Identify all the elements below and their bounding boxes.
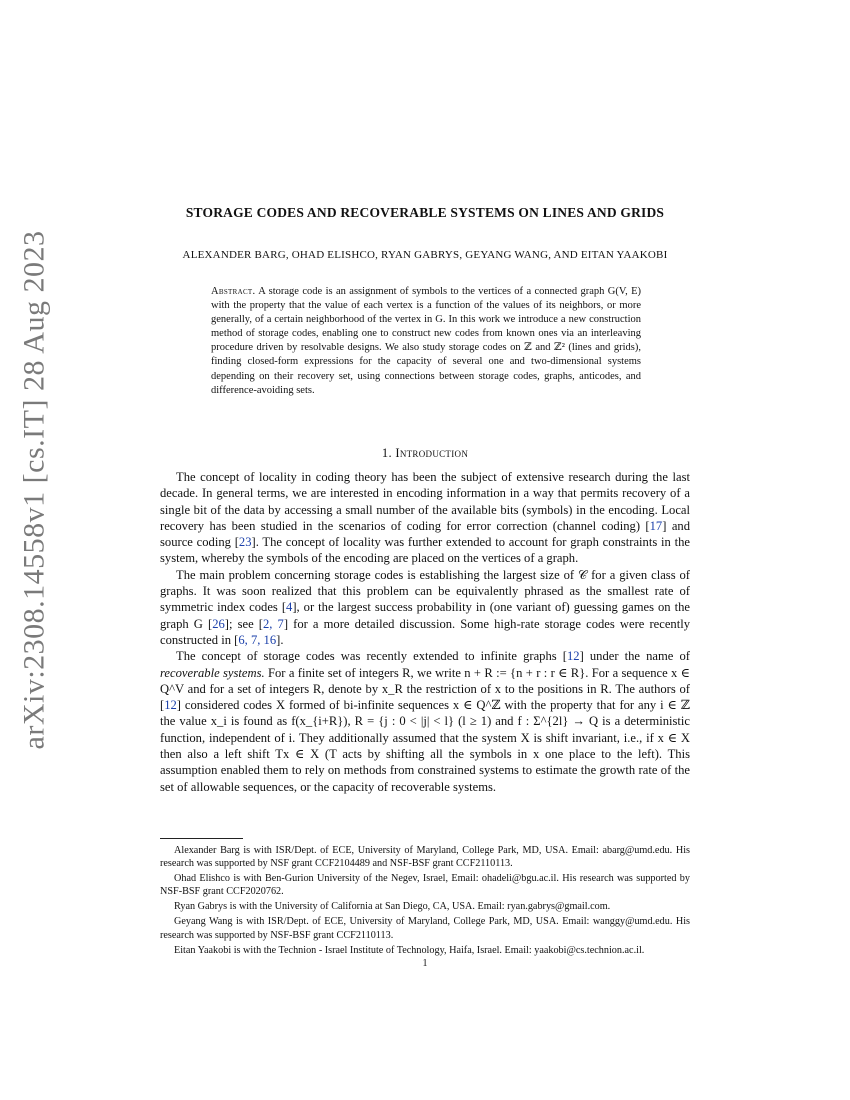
citation-link[interactable]: 26 (212, 616, 225, 631)
footnote: Eitan Yaakobi is with the Technion - Israel Institute of Technology, Haifa, Israel. Email: yaakobi@cs.technion.ac.il. (174, 944, 645, 956)
citation-link[interactable]: 23 (238, 535, 252, 550)
paragraph-1 (160, 469, 690, 567)
footnote-rule (160, 838, 243, 839)
abstract-label: Abstract. (211, 286, 256, 297)
footnote: Ryan Gabrys is with the University of California at San Diego, CA, USA. Email: ryan.gabrys@gmail.com. (174, 901, 611, 913)
section-body (160, 469, 690, 795)
p3-text-d: ] considered codes X formed of bi-infinite sequences x ∈ Q^ℤ with the property that for any i ∈ ℤ the value x_i is found as f(x_{i+R}), R = {j : 0 < |j| < l} (l ≥ 1) and f : Σ^{2l} → Q is a deterministic function, independent of i. They additionally assumed that the system X is shift invariant, i.e., if x ∈ X then also a left shift Tx ∈ X (T acts by shifting all the symbols in x one place to the left). This assumption enabled them to rely on methods from constrained systems to estimate the growth rate of the set of allowable sequences, or the capacity of recoverable systems. (160, 698, 690, 794)
arxiv-identifier-text: arXiv:2308.14558v1 [cs.IT] 28 Aug 2023 (17, 230, 50, 749)
abstract (211, 285, 641, 398)
section-heading: 1. Introduction (381, 446, 469, 460)
page-number: 1 (422, 958, 428, 969)
abstract-text: A storage code is an assignment of symbols to the vertices of a connected graph G(V, E) with the property that the value of each vertex is a function of the values of its neighbors, or more generally, of a certain neighborhood of the vertex in G. In this work we introduce a new construction method of storage codes, enabling one to construct new codes from known ones via an interleaving procedure driven by resolvable designs. We also study storage codes on ℤ and ℤ² (lines and grids), finding closed-form expressions for the capacity of several one and two-dimensional systems depending on their recovery set, using connections between storage codes, graphs, anticodes, and difference-avoiding sets. (211, 286, 642, 396)
p1-text-a: The concept of locality in coding theory has been the subject of extensive research during the last decade. In general terms, we are interested in encoding information in a way that permits recovery of a single bit of the data by accessing a small number of the available bits (symbols) in the encoding. Local recovery has been studied in the scenarios of coding for error correction (channel coding) [ (160, 470, 690, 533)
p3-text-a: The concept of storage codes was recently extended to infinite graphs [ (176, 649, 567, 664)
citation-link[interactable]: 2, 7 (262, 616, 284, 631)
citation-link[interactable]: 12 (164, 698, 177, 713)
citation-link[interactable]: 12 (566, 649, 580, 664)
paragraph-2 (160, 567, 690, 648)
p2-text-d: ] for a more detailed discussion. Some high-rate storage codes were recently constructed in [ (160, 616, 691, 647)
footnote: Ohad Elishco is with Ben-Gurion University of the Negev, Israel, Email: ohadeli@bgu.ac.il. His research was supported by NSF-BSF grant CCF2020762. (160, 873, 690, 898)
p3-text-b: ] under the name of (579, 649, 690, 664)
p2-text-b: ], or the largest success probability in (one variant of) guessing games on the graph G [ (160, 600, 690, 631)
p2-text-c: ]; see [ (224, 616, 263, 631)
p3-emphasis: recoverable systems. (160, 665, 265, 680)
paragraph-3 (160, 648, 690, 795)
paper-authors: ALEXANDER BARG, OHAD ELISHCO, RYAN GABRYS, GEYANG WANG, AND EITAN YAAKOBI (182, 249, 668, 261)
footnote: Alexander Barg is with ISR/Dept. of ECE, University of Maryland, College Park, MD, USA. Email: abarg@umd.edu. His research was supported by NSF grant CCF2104489 and NSF-BSF grant CCF2110113. (160, 845, 690, 870)
footnotes (160, 844, 690, 959)
citation-link[interactable]: 6, 7, 16 (238, 632, 277, 647)
citation-link[interactable]: 4 (286, 600, 293, 615)
arxiv-identifier (10, 230, 58, 749)
p2-text-a: The main problem concerning storage codes is establishing the largest size of 𝒞 for a given class of graphs. It was soon realized that this problem can be equivalently phrased as the smallest rate of symmetric index codes [ (160, 567, 690, 615)
p1-text-c: ]. The concept of locality was further extended to account for graph constraints in the system, whereby the symbols of the encoding are placed on the vertices of a graph. (160, 535, 690, 566)
p3-text-c: For a finite set of integers R, we write n + R := {n + r : r ∈ R}. For a sequence x ∈ Q^V and for a set of integers R, denote by x_R the restriction of x to the positions in R. The authors of [ (160, 665, 690, 713)
paper-title: STORAGE CODES AND RECOVERABLE SYSTEMS ON LINES AND GRIDS (185, 205, 665, 220)
p1-text-b: ] and source coding [ (160, 518, 690, 550)
footnote: Geyang Wang is with ISR/Dept. of ECE, University of Maryland, College Park, MD, USA. Email: wanggy@umd.edu. His research was supported by NSF-BSF grant CCF2110113. (160, 916, 690, 941)
citation-link[interactable]: 17 (649, 518, 663, 533)
p2-text-e: ]. (276, 632, 284, 647)
